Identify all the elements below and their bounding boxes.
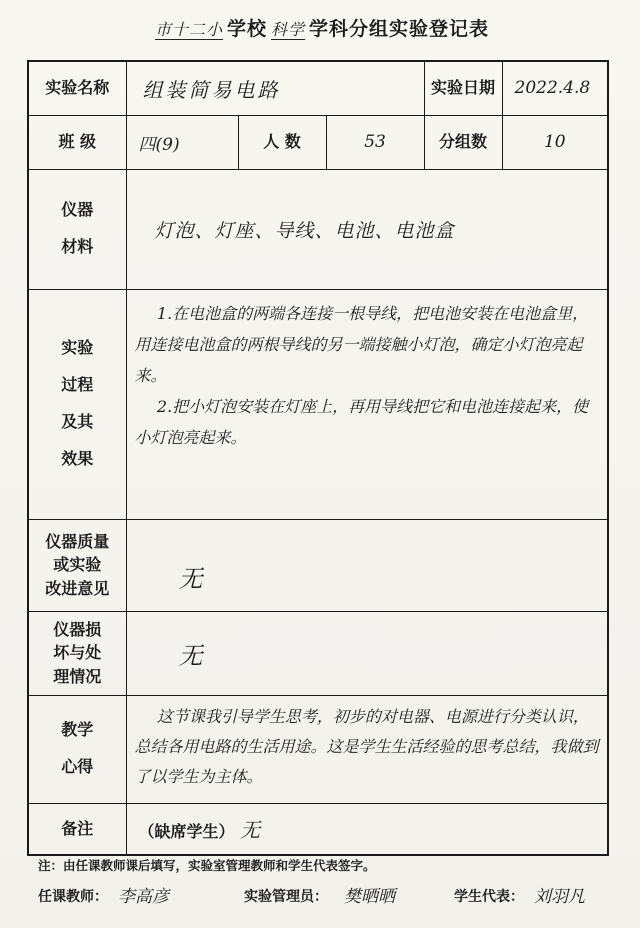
row-process bbox=[28, 289, 608, 519]
damage-label bbox=[28, 611, 126, 695]
group-count-label: 分组数 bbox=[424, 115, 502, 169]
reflection-label bbox=[28, 695, 126, 803]
quality-label-line2: 或实验 bbox=[53, 555, 102, 575]
experiment-name-label: 实验名称 bbox=[28, 61, 126, 115]
absent-students-value: 无 bbox=[240, 818, 261, 843]
experiment-date-label: 实验日期 bbox=[424, 61, 502, 115]
class-label: 班 级 bbox=[28, 115, 126, 169]
school-label: 学校 bbox=[226, 18, 267, 40]
lab-admin-signature: 樊晒晒 bbox=[344, 887, 395, 907]
quality-label-line1: 仪器质量 bbox=[45, 532, 110, 552]
headcount-label: 人 数 bbox=[238, 115, 326, 169]
process-label bbox=[28, 289, 126, 519]
remarks-value bbox=[126, 803, 608, 855]
process-label-line2: 过程 bbox=[61, 375, 94, 395]
reflection-text: 这节课我引导学生思考，初步的对电器、电源进行分类认识，总结各用电路的生活用途。这是学生生活经验的思考总结，我做到了以学生为主体。 bbox=[134, 706, 599, 786]
reflection-label-line1: 教学 bbox=[61, 720, 94, 740]
damage-label-line2: 坏与处 bbox=[53, 643, 102, 663]
lab-admin-label: 实验管理员： bbox=[244, 889, 328, 905]
row-class-info bbox=[28, 115, 608, 169]
experiment-name-value: 组装简易电路 bbox=[126, 61, 424, 115]
reflection-value bbox=[126, 695, 608, 803]
equipment-label-line2: 材料 bbox=[61, 237, 94, 256]
equipment-label-line1: 仪器 bbox=[61, 200, 94, 220]
equipment-label bbox=[28, 169, 126, 289]
footnote: 注：由任课教师课后填写，实验室管理教师和学生代表签字。 bbox=[38, 858, 376, 873]
row-experiment-name bbox=[28, 61, 608, 115]
damage-label-line3: 理情况 bbox=[53, 666, 102, 686]
student-rep-label: 学生代表： bbox=[454, 889, 524, 905]
class-value: 四(9) bbox=[126, 115, 238, 169]
teacher-signature: 李高彦 bbox=[118, 887, 169, 907]
quality-label-line3: 改进意见 bbox=[45, 578, 110, 598]
damage-value: 无 bbox=[126, 611, 608, 695]
teacher-label: 任课教师： bbox=[38, 889, 108, 905]
process-step-2: 2.把小灯泡安装在灯座上，再用导线把它和电池连接起来，使小灯泡亮起来。 bbox=[134, 396, 589, 447]
row-reflection bbox=[28, 695, 608, 803]
headcount-value: 53 bbox=[326, 115, 424, 169]
registration-table bbox=[27, 60, 609, 856]
form-title bbox=[0, 14, 640, 41]
process-label-line4: 效果 bbox=[61, 448, 94, 468]
row-equipment bbox=[28, 169, 608, 289]
quality-label bbox=[28, 519, 126, 611]
row-damage bbox=[28, 611, 608, 695]
damage-label-line1: 仪器损 bbox=[53, 620, 102, 640]
school-name: 市十二小 bbox=[154, 20, 223, 39]
process-value bbox=[126, 289, 608, 519]
group-count-value: 10 bbox=[502, 115, 608, 169]
row-quality bbox=[28, 519, 608, 611]
process-label-line3: 及其 bbox=[61, 412, 94, 431]
student-rep-signature: 刘羽凡 bbox=[534, 887, 585, 907]
quality-value: 无 bbox=[126, 519, 608, 611]
row-remarks bbox=[28, 803, 608, 855]
absent-students-label: （缺席学生） bbox=[138, 822, 235, 842]
remarks-label: 备注 bbox=[28, 803, 126, 855]
title-suffix: 学科分组实验登记表 bbox=[309, 18, 490, 40]
process-label-line1: 实验 bbox=[61, 338, 94, 358]
subject-name: 科学 bbox=[271, 20, 306, 39]
equipment-value: 灯泡、灯座、导线、电池、电池盒 bbox=[126, 169, 608, 289]
experiment-date-value: 2022.4.8 bbox=[502, 61, 608, 115]
reflection-label-line2: 心得 bbox=[61, 757, 94, 776]
process-step-1: 1.在电池盒的两端各连接一根导线，把电池安装在电池盒里，用连接电池盒的两根导线的另一端接触小灯泡，确定小灯泡亮起来。 bbox=[134, 303, 589, 385]
signature-row bbox=[38, 880, 618, 910]
